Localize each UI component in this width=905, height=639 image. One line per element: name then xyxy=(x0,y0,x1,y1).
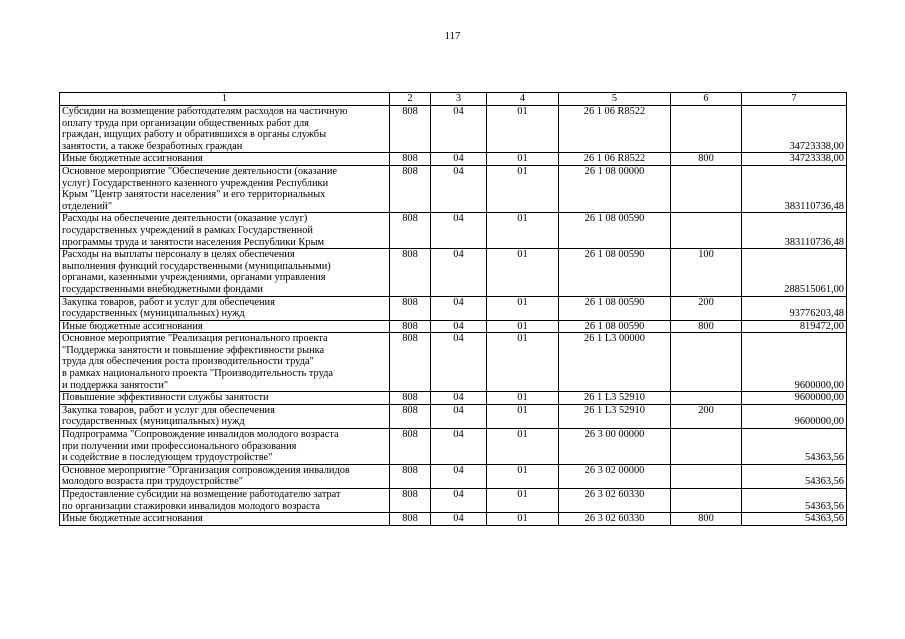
row-expense-type: 100 xyxy=(671,249,742,296)
column-number-5: 5 xyxy=(559,93,671,106)
row-subsection-code: 01 xyxy=(487,106,559,153)
table-row xyxy=(60,464,847,488)
row-target-article: 26 1 08 00590 xyxy=(559,296,671,320)
row-amount: 54363,56 xyxy=(742,489,847,513)
row-section-code: 04 xyxy=(431,249,487,296)
row-target-article: 26 1 08 00000 xyxy=(559,165,671,212)
row-expense-type xyxy=(671,489,742,513)
row-name: Основное мероприятие "Обеспечение деятельности (оказание услуг) Государственного казенного учреждения Республики Крым "Центр занятости населения" и его территориальных отделений" xyxy=(60,165,390,212)
row-ved-code: 808 xyxy=(390,320,431,333)
row-target-article: 26 3 00 00000 xyxy=(559,429,671,465)
table-row xyxy=(60,513,847,526)
row-section-code: 04 xyxy=(431,153,487,166)
table-row xyxy=(60,165,847,212)
column-number-6: 6 xyxy=(671,93,742,106)
row-name: Иные бюджетные ассигнования xyxy=(60,513,390,526)
row-expense-type: 800 xyxy=(671,153,742,166)
row-name: Расходы на выплаты персоналу в целях обеспечения выполнения функций государственными (муниципальными) органами, казенными учреждениями, органами управления государственными внебюджетными фондами xyxy=(60,249,390,296)
row-target-article: 26 1 L3 52910 xyxy=(559,404,671,428)
budget-table xyxy=(59,92,847,526)
table-row xyxy=(60,249,847,296)
table-row xyxy=(60,404,847,428)
table-row xyxy=(60,153,847,166)
row-section-code: 04 xyxy=(431,106,487,153)
table-row xyxy=(60,296,847,320)
row-ved-code: 808 xyxy=(390,429,431,465)
row-name: Предоставление субсидии на возмещение работодателю затрат по организации стажировки инвалидов молодого возраста xyxy=(60,489,390,513)
row-amount: 288515061,00 xyxy=(742,249,847,296)
column-number-2: 2 xyxy=(390,93,431,106)
row-name: Иные бюджетные ассигнования xyxy=(60,320,390,333)
row-ved-code: 808 xyxy=(390,404,431,428)
row-subsection-code: 01 xyxy=(487,153,559,166)
row-name: Расходы на обеспечение деятельности (оказание услуг) государственных учреждений в рамках Государственной программы труда и занятости населения Республики Крым xyxy=(60,213,390,249)
row-expense-type: 800 xyxy=(671,320,742,333)
column-number-7: 7 xyxy=(742,93,847,106)
row-amount: 54363,56 xyxy=(742,429,847,465)
row-target-article: 26 3 02 60330 xyxy=(559,489,671,513)
column-number-4: 4 xyxy=(487,93,559,106)
row-subsection-code: 01 xyxy=(487,333,559,392)
row-amount: 54363,56 xyxy=(742,513,847,526)
row-target-article: 26 3 02 60330 xyxy=(559,513,671,526)
row-ved-code: 808 xyxy=(390,464,431,488)
table-row xyxy=(60,213,847,249)
row-name: Иные бюджетные ассигнования xyxy=(60,153,390,166)
row-amount: 9600000,00 xyxy=(742,392,847,405)
row-ved-code: 808 xyxy=(390,489,431,513)
row-expense-type: 200 xyxy=(671,404,742,428)
row-ved-code: 808 xyxy=(390,153,431,166)
row-name: Основное мероприятие "Реализация регионального проекта "Поддержка занятости и повышение эффективности рынка труда для обеспечения роста производительности труда" в рамках национального проекта "Производительность труда и поддержка занятости" xyxy=(60,333,390,392)
row-expense-type: 800 xyxy=(671,513,742,526)
row-name: Основное мероприятие "Организация сопровождения инвалидов молодого возраста при трудоустройстве" xyxy=(60,464,390,488)
row-expense-type xyxy=(671,392,742,405)
column-number-3: 3 xyxy=(431,93,487,106)
table-row xyxy=(60,392,847,405)
column-number-1: 1 xyxy=(60,93,390,106)
row-ved-code: 808 xyxy=(390,333,431,392)
row-expense-type xyxy=(671,213,742,249)
row-expense-type xyxy=(671,429,742,465)
row-name: Субсидии на возмещение работодателям расходов на частичную оплату труда при организации общественных работ для граждан, ищущих работу и обратившихся в органы службы занятости, а также безработных граждан xyxy=(60,106,390,153)
row-target-article: 26 1 06 R8522 xyxy=(559,153,671,166)
row-subsection-code: 01 xyxy=(487,392,559,405)
row-section-code: 04 xyxy=(431,296,487,320)
row-subsection-code: 01 xyxy=(487,404,559,428)
row-subsection-code: 01 xyxy=(487,429,559,465)
row-ved-code: 808 xyxy=(390,213,431,249)
row-subsection-code: 01 xyxy=(487,513,559,526)
row-section-code: 04 xyxy=(431,320,487,333)
row-amount: 93776203,48 xyxy=(742,296,847,320)
row-amount: 383110736,48 xyxy=(742,165,847,212)
row-target-article: 26 1 08 00590 xyxy=(559,249,671,296)
row-section-code: 04 xyxy=(431,464,487,488)
row-ved-code: 808 xyxy=(390,296,431,320)
page-number: 117 xyxy=(444,30,461,42)
row-expense-type xyxy=(671,333,742,392)
row-target-article: 26 1 08 00590 xyxy=(559,213,671,249)
row-section-code: 04 xyxy=(431,165,487,212)
row-section-code: 04 xyxy=(431,404,487,428)
column-number-row xyxy=(60,93,847,106)
table-row xyxy=(60,333,847,392)
row-ved-code: 808 xyxy=(390,392,431,405)
row-subsection-code: 01 xyxy=(487,320,559,333)
row-amount: 9600000,00 xyxy=(742,333,847,392)
row-subsection-code: 01 xyxy=(487,464,559,488)
row-expense-type xyxy=(671,464,742,488)
row-section-code: 04 xyxy=(431,213,487,249)
row-subsection-code: 01 xyxy=(487,213,559,249)
row-ved-code: 808 xyxy=(390,106,431,153)
row-section-code: 04 xyxy=(431,429,487,465)
row-amount: 54363,56 xyxy=(742,464,847,488)
row-name: Подпрограмма "Сопровождение инвалидов молодого возраста при получении ими профессионального образования и содействие в последующем трудоустройстве" xyxy=(60,429,390,465)
row-section-code: 04 xyxy=(431,513,487,526)
row-ved-code: 808 xyxy=(390,513,431,526)
row-expense-type: 200 xyxy=(671,296,742,320)
row-ved-code: 808 xyxy=(390,165,431,212)
row-subsection-code: 01 xyxy=(487,249,559,296)
row-name: Закупка товаров, работ и услуг для обеспечения государственных (муниципальных) нужд xyxy=(60,296,390,320)
row-expense-type xyxy=(671,165,742,212)
row-section-code: 04 xyxy=(431,489,487,513)
row-amount: 34723338,00 xyxy=(742,106,847,153)
row-amount: 819472,00 xyxy=(742,320,847,333)
row-subsection-code: 01 xyxy=(487,489,559,513)
row-target-article: 26 1 L3 00000 xyxy=(559,333,671,392)
row-section-code: 04 xyxy=(431,333,487,392)
table-row xyxy=(60,429,847,465)
row-name: Закупка товаров, работ и услуг для обеспечения государственных (муниципальных) нужд xyxy=(60,404,390,428)
row-ved-code: 808 xyxy=(390,249,431,296)
row-amount: 34723338,00 xyxy=(742,153,847,166)
row-amount: 9600000,00 xyxy=(742,404,847,428)
row-target-article: 26 1 L3 52910 xyxy=(559,392,671,405)
table-body xyxy=(60,93,847,526)
table-row xyxy=(60,320,847,333)
table-row xyxy=(60,489,847,513)
row-expense-type xyxy=(671,106,742,153)
row-target-article: 26 1 06 R8522 xyxy=(559,106,671,153)
row-amount: 383110736,48 xyxy=(742,213,847,249)
table-row xyxy=(60,106,847,153)
row-subsection-code: 01 xyxy=(487,165,559,212)
row-section-code: 04 xyxy=(431,392,487,405)
row-target-article: 26 1 08 00590 xyxy=(559,320,671,333)
row-subsection-code: 01 xyxy=(487,296,559,320)
row-name: Повышение эффективности службы занятости xyxy=(60,392,390,405)
row-target-article: 26 3 02 00000 xyxy=(559,464,671,488)
